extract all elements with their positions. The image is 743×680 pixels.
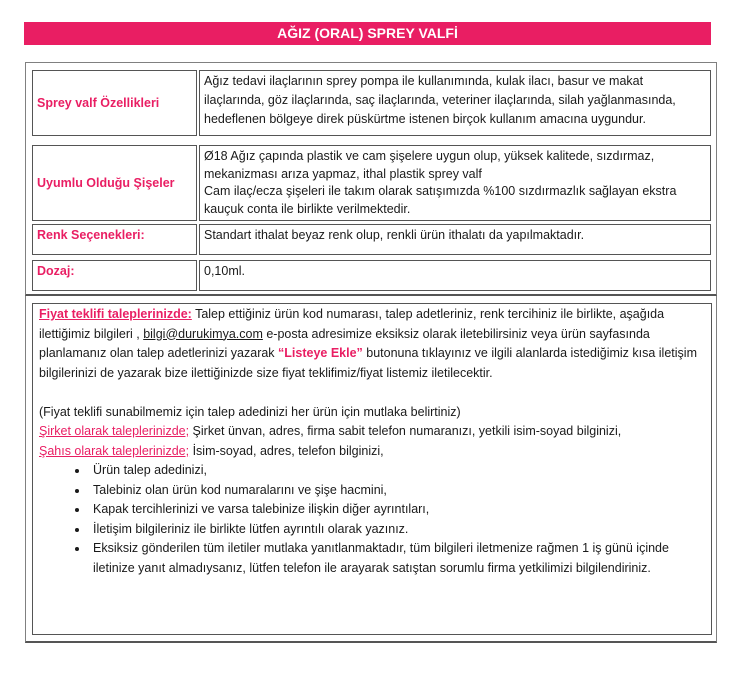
spec-value-colors: Standart ithalat beyaz renk olup, renkli ürün ithalatı da yapılmaktadır. bbox=[199, 224, 711, 255]
list-item: • Talebiniz olan ürün kod numaralarını ve şişe hacmini, bbox=[89, 481, 705, 501]
pricing-section bbox=[25, 296, 717, 643]
specs-table bbox=[25, 62, 717, 296]
list-item: • Kapak tercihlerinizi ve varsa talebinize ilişkin diğer ayrıntıları, bbox=[89, 500, 705, 520]
list-item: • Ürün talep adedinizi, bbox=[89, 461, 705, 481]
bottles-line-1: Ø18 Ağız çapında plastik ve cam şişelere uygun olup, yüksek kalitede, sızdırmaz, mekanizması arıza yapmaz, ithal plastik sprey valf bbox=[204, 149, 655, 181]
page-title: AĞIZ (ORAL) SPREY VALFİ bbox=[24, 22, 711, 45]
pricing-intro-label: Fiyat teklifi taleplerinizde: bbox=[39, 307, 192, 321]
spec-value-bottles bbox=[199, 145, 711, 221]
pricing-intro: Fiyat teklifi taleplerinizde: Talep ettiğiniz ürün kod numarası, talep adetleriniz, renk tercihiniz ile birlikte, aşağıda ilettiğimiz bilgileri , bilgi@durukimya.com e-posta adresimize eksiksiz olarak iletebilirsiniz veya ürün sayfasında planlamanız olan talep adetlerinizi yazarak “Listeye Ekle” butonuna tıklayınız ve ilgili alanlarda istediğimiz kısa iletişim bilgilerinizi de yazarak bize ilettiğinizde size fiyat teklifimiz/fiyat listemiz iletilecektir. bbox=[39, 307, 697, 380]
company-requests: Şirket olarak taleplerinizde; Şirket ünvan, adres, firma sabit telefon numaranızı, yetkili isim-soyad bilginizi, bbox=[39, 424, 622, 438]
spec-label-features: Sprey valf Özellikleri bbox=[32, 70, 197, 136]
email-link[interactable]: bilgi@durukimya.com bbox=[143, 326, 263, 341]
list-item: • İletişim bilgileriniz ile birlikte lütfen ayrıntılı olarak yazınız. bbox=[89, 520, 705, 540]
spec-value-dosage: 0,10ml. bbox=[199, 260, 711, 291]
spec-label-bottles: Uyumlu Olduğu Şişeler bbox=[32, 145, 197, 221]
requirements-list bbox=[39, 461, 705, 578]
pricing-note: (Fiyat teklifi sunabilmemiz için talep adedinizi her ürün için mutlaka belirtiniz) bbox=[39, 404, 461, 419]
bottles-line-2: Cam ilaç/ecza şişeleri ile takım olarak satışımızda %100 sızdırmazlık sağlayan ekstra kauçuk conta ile birlikte verilmektedir. bbox=[204, 184, 677, 216]
personal-label: Şahıs olarak taleplerinizde; bbox=[39, 443, 190, 458]
add-to-list-reference: “Listeye Ekle” bbox=[278, 346, 363, 360]
spec-label-dosage: Dozaj: bbox=[32, 260, 197, 291]
spec-value-features: Ağız tedavi ilaçlarının sprey pompa ile kullanımında, kulak ilacı, basur ve makat ilaçlarında, göz ilaçlarında, saç ilaçlarında, veteriner ilaçlarında, silah yağlanmasında, hedeflenen bölgeye direk püskürtme istenen birçok kullanım amacına uygundur. bbox=[199, 70, 711, 136]
personal-requests: Şahıs olarak taleplerinizde; İsim-soyad, adres, telefon bilginizi, bbox=[39, 443, 384, 458]
company-label: Şirket olarak taleplerinizde; bbox=[39, 424, 190, 438]
spec-label-colors: Renk Seçenekleri: bbox=[32, 224, 197, 255]
pricing-box bbox=[32, 303, 712, 635]
list-item: • Eksiksiz gönderilen tüm iletiler mutlaka yanıtlanmaktadır, tüm bilgileri iletmenize rağmen 1 iş günü içinde iletinize yanıt almadıysanız, lütfen telefon ile arayarak satıştan sorumlu firma yetkilimizi bilgilendiriniz. bbox=[89, 539, 705, 578]
